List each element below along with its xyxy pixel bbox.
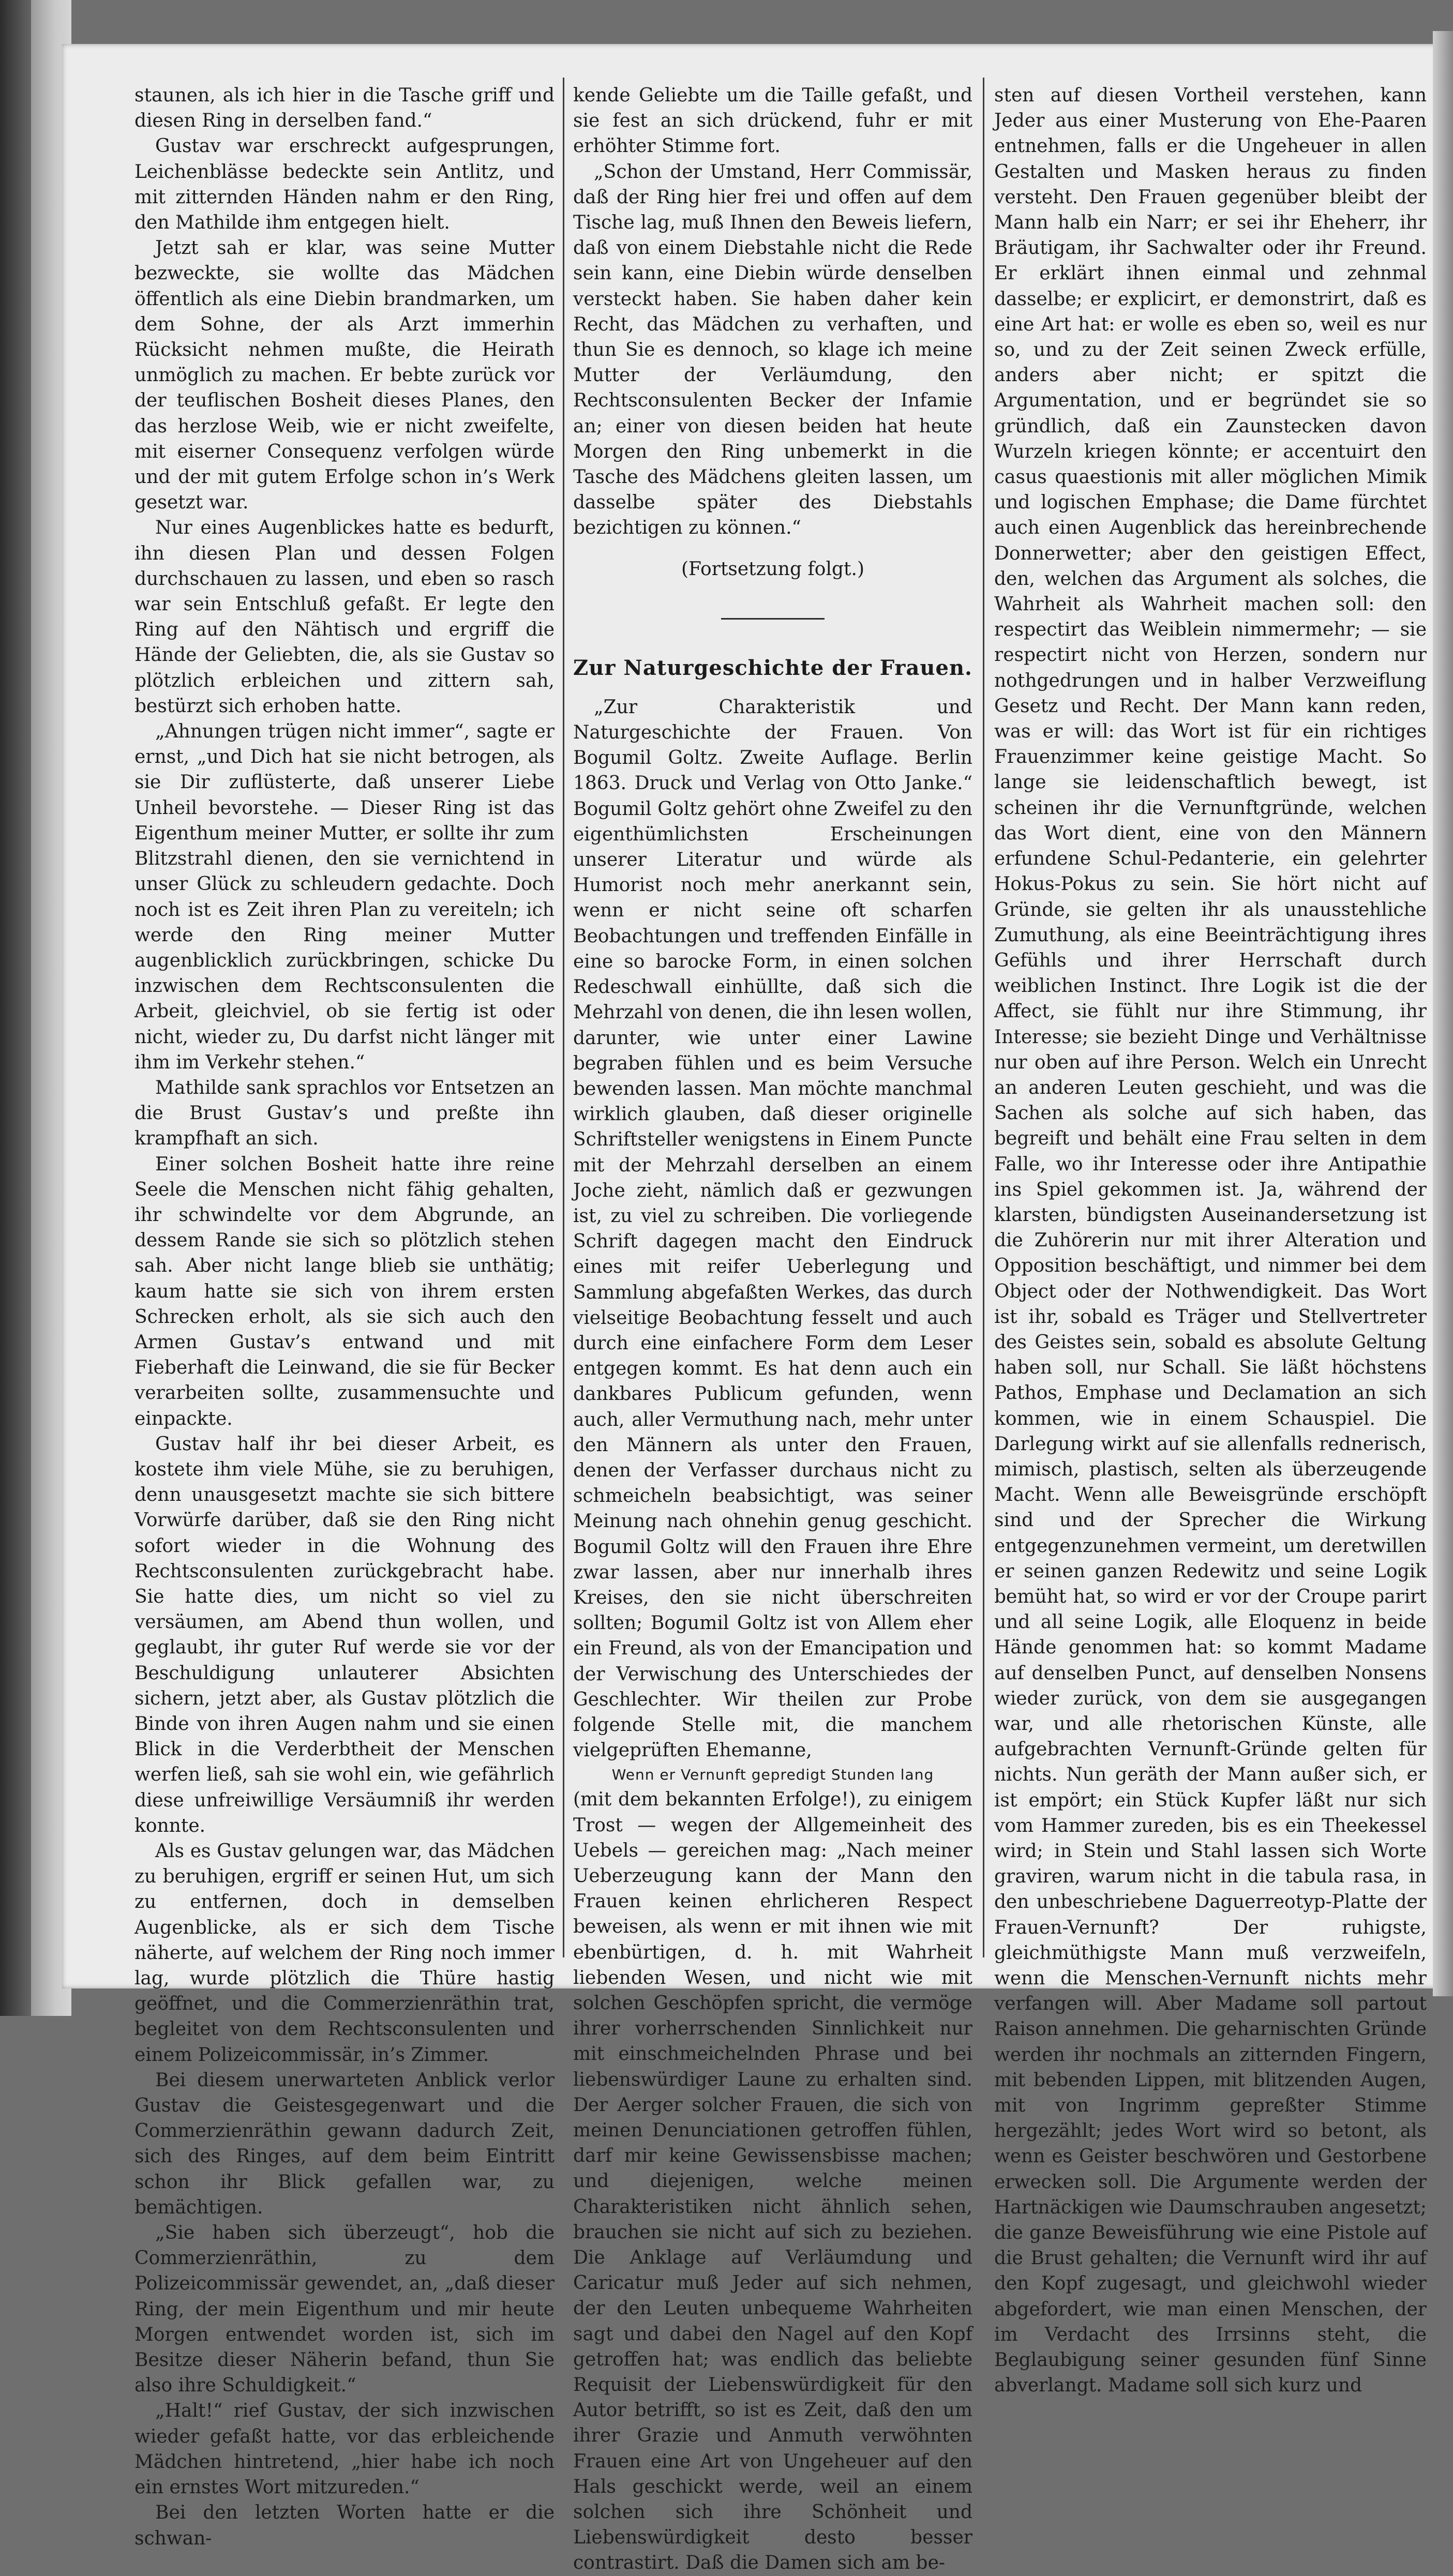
paragraph: „Schon der Umstand, Herr Commissär, daß der Ring hier frei und offen auf dem Tische lag, muß Ihnen den Beweis liefern, daß von einem Diebstahle nicht die Rede sein kann, eine Diebin würde denselben versteckt haben. Sie haben daher kein Recht, das Mädchen zu verhaften, und thun Sie es dennoch, so klage ich meine Mutter der Verläumdung, den Rechtsconsulenten Becker der Infamie an; einer von diesen beiden hat heute Morgen den Ring unbemerkt in die Tasche des Mädchens gleiten lassen, um dasselbe später des Diebstahls bezichtigen zu können.“ bbox=[573, 161, 972, 539]
paragraph: „Zur Charakteristik und Naturgeschichte der Frauen. Von Bogumil Goltz. Zweite Auflage. Berlin 1863. Druck und Verlag von Otto Janke.“ Bogumil Goltz gehört ohne Zweifel zu den eigenthümlichsten Erscheinungen unserer Literatur und würde als Humorist noch mehr anerkannt sein, wenn er nicht seine oft scharfen Beobachtungen und treffenden Einfälle in eine so barocke Form, in einen solchen Redeschwall einhüllte, daß sich die Mehrzahl von denen, die ihn lesen wollen, darunter, wie unter einer Lawine begraben fühlen und es beim Versuche bewenden lassen. Man möchte manchmal wirklich glauben, daß dieser originelle Schriftsteller wenigstens in Einem Puncte mit der Mehrzahl derselben an einem Joche zieht, nämlich daß er gezwungen ist, zu viel zu schreiben. Die vorliegende Schrift dagegen macht den Eindruck eines mit reifer Ueberlegung und Sammlung abgefaßten Werkes, das durch vielseitige Beobachtung fesselt und auch durch eine einfachere Form dem Leser entgegen kommt. Es hat denn auch ein dankbares Publicum gefunden, wenn auch, aller Vermuthung nach, mehr unter den Männern als unter den Frauen, denen der Verfasser durchaus nicht zu schmeicheln beabsichtigt, was seiner Meinung nach ohnehin genug geschicht. Bogumil Goltz will den Frauen ihre Ehre zwar lassen, aber nur innerhalb ihres Kreises, den sie nicht überschreiten sollten; Bogumil Goltz ist von Allem eher ein Freund, als von der Emancipation und der Verwischung des Unterschiedes der Geschlechter. Wir theilen zur Probe folgende Stelle mit, die manchem vielgeprüften Ehemanne, bbox=[573, 696, 972, 1761]
paragraph: Nur eines Augenblickes hatte es bedurft, ihn diesen Plan und dessen Folgen durchschauen zu lassen, und eben so rasch war sein Entschluß gefaßt. Er legte den Ring auf den Nähtisch und ergriff die Hände der Geliebten, die, als sie Gustav so plötzlich erbleichen und zittern sah, bestürzt sich erhoben hatte. bbox=[134, 517, 555, 717]
paragraph: „Sie haben sich überzeugt“, hob die Commerzienräthin, zu dem Polizeicommissär gewendet, an, „daß dieser Ring, der mein Eigenthum und mir heute Morgen entwendet worden ist, sich im Besitze dieser Näherin befand, thun Sie also ihre Schuldigkeit.“ bbox=[134, 2222, 555, 2397]
paragraph: Bei den letzten Worten hatte er die schwan- bbox=[134, 2502, 555, 2549]
paragraph: Gustav war erschreckt aufgesprungen, Leichenblässe bedeckte sein Antlitz, und mit zitternden Händen nahm er den Ring, den Mathilde ihm entgegen hielt. bbox=[134, 135, 555, 234]
paragraph: „Ahnungen trügen nicht immer“, sagte er ernst, „und Dich hat sie nicht betrogen, als sie Dir zuflüsterte, daß unserer Liebe Unheil bevorstehe. — Dieser Ring ist das Eigenthum meiner Mutter, er sollte ihr zum Blitzstrahl dienen, den sie vernichtend in unser Glück zu schleudern gedachte. Doch noch ist es Zeit ihren Plan zu vereiteln; ich werde den Ring meiner Mutter augenblicklich zurückbringen, schicke Du inzwischen dem Rechtsconsulenten die Arbeit, gleichviel, ob sie fertig ist oder nicht, wieder zu, Du darfst nicht länger mit ihm im Verkehr stehen.“ bbox=[134, 721, 555, 1073]
paragraph: Jetzt sah er klar, was seine Mutter bezweckte, sie wollte das Mädchen öffentlich als eine Diebin brandmarken, um dem Sohne, der als Arzt immerhin Rücksicht nehmen mußte, die Heirath unmöglich zu machen. Er bebte zurück vor der teuflischen Bosheit dieses Planes, den das herzlose Weib, wie er nicht zweifelte, mit eiserner Consequenz verfolgen würde und der mit gutem Erfolge schon in’s Werk gesetzt war. bbox=[134, 237, 555, 514]
paragraph: Als es Gustav gelungen war, das Mädchen zu beruhigen, ergriff er seinen Hut, um sich zu entfernen, doch in demselben Augenblicke, als er sich dem Tische näherte, auf welchem der Ring noch immer lag, wurde plötzlich die Thüre hastig geöffnet, und die Commerzienräthin trat, begleitet von dem Rechtsconsulenten und einem Polizeicommissär, in’s Zimmer. bbox=[134, 1841, 555, 2066]
continuation-note: (Fortsetzung folgt.) bbox=[681, 558, 864, 580]
text-column-3 bbox=[994, 83, 1427, 2397]
paragraph: „Halt!“ rief Gustav, der sich inzwischen wieder gefaßt hatte, vor das erbleichende Mädchen hintretend, „hier habe ich noch ein ernstes Wort mitzureden.“ bbox=[134, 2400, 555, 2498]
text-column-1 bbox=[134, 83, 555, 2549]
paragraph: kende Geliebte um die Taille gefaßt, und sie fest an sich drückend, fuhr er mit erhöhter Stimme fort. bbox=[573, 85, 972, 157]
paragraph: Gustav half ihr bei dieser Arbeit, es kostete ihm viele Mühe, sie zu beruhigen, denn unausgesetzt machte sie sich bittere Vorwürfe darüber, daß sie den Ring nicht sofort wieder in die Wohnung des Rechtsconsulenten zurückgebracht habe. Sie hatte dies, um nicht so viel zu versäumen, am Abend thun wollen, und geglaubt, ihr guter Ruf werde sie vor der Beschuldigung unlauterer Absichten sichern, jetzt aber, als Gustav plötzlich die Binde von ihren Augen nahm und sie einen Blick in die Verderbtheit der Menschen werfen ließ, sah sie wohl ein, wie gefährlich diese unfreiwillige Versäumniß ihr werden konnte. bbox=[134, 1433, 555, 1836]
column-rule-left bbox=[563, 78, 564, 1957]
section-divider bbox=[721, 618, 825, 620]
column-rule-right bbox=[983, 78, 984, 1957]
paragraph: Mathilde sank sprachlos vor Entsetzen an die Brust Gustav’s und preßte ihn krampfhaft an sich. bbox=[134, 1077, 555, 1150]
right-page-edge bbox=[1433, 31, 1453, 1996]
paragraph: Einer solchen Bosheit hatte ihre reine Seele die Menschen nicht fähig gehalten, ihr schwindelte vor dem Abgrunde, an dessem Rande sie sich so plötzlich stehen sah. Aber nicht lange blieb sie unthätig; kaum hatte sie sich von ihrem ersten Schrecken erholt, als sie sich auch den Armen Gustav’s entwand und mit Fieberhaft die Leinwand, die sie für Becker verarbeiten sollte, zusammensuchte und einpackte. bbox=[134, 1153, 555, 1429]
paragraph: (mit dem bekannten Erfolge!), zu einigem Trost — wegen der Allgemeinheit des Uebels — gereichen mag: „Nach meiner Ueberzeugung kann der Mann den Frauen keinen ehrlicheren Respect beweisen, als wenn er mit ihnen wie mit ebenbürtigen, d. h. mit Wahrheit liebenden Wesen, und nicht wie mit solchen Geschöpfen spricht, die vermöge ihrer vorherrschenden Sinnlichkeit nur mit einschmeichelnden Phrase und bei liebenswürdiger Laune zu erhalten sind. Der Aerger solcher Frauen, die sich von meinen Denunciationen getroffen fühlen, darf mir keine Gewissensbisse machen; und diejenigen, welche meinen Charakteristiken nicht ähnlich sehen, brauchen sie nicht auf sich zu beziehen. Die Anklage auf Verläumdung und Caricatur muß Jeder auf sich nehmen, der den Leuten unbequeme Wahrheiten sagt und dabei den Nagel auf den Kopf getroffen hat; was endlich das beliebte Requisit der Liebenswürdigkeit für den Autor betrifft, so ist es Zeit, daß den um ihrer Grazie und Anmuth verwöhnten Frauen eine Art von Ungeheuer auf den Hals geschickt werde, weil an einem solchen sich ihre Schönheit und Liebenswürdigkeit desto besser contrastirt. Daß die Damen sich am be- bbox=[573, 1789, 972, 2574]
quoted-verse-line: Wenn er Vernunft gepredigt Stunden lang bbox=[611, 1766, 934, 1784]
paragraph: sten auf diesen Vortheil verstehen, kann Jeder aus einer Musterung von Ehe-Paaren entnehmen, falls er die Ungeheuer in allen Gestalten und Masken heraus zu finden versteht. Den Frauen gegenüber bleibt der Mann halb ein Narr; er sei ihr Eheherr, ihr Bräutigam, ihr Sachwalter oder ihr Freund. Er erklärt ihnen einmal und zehnmal dasselbe; er explicirt, er demonstrirt, daß es eine Art hat: er wolle es eben so, weil es nur so, und zu der Zeit seinen Zweck erfülle, anders aber nicht; er spitzt die Argumentation, und er begründet sie so gründlich, daß ein Zaunstecken davon Wurzeln kriegen könnte; er accentuirt den casus quaestionis mit aller möglichen Mimik und logischen Emphase; die Dame fürchtet auch einen Augenblick das hereinbrechende Donnerwetter; aber den geistigen Effect, den, welchen das Argument als solches, die Wahrheit als Wahrheit machen soll: den respectirt das Weiblein nimmermehr; — sie respectirt nicht von Herzen, sondern nur nothgedrungen und in halber Verzweiflung Gesetz und Recht. Der Mann kann reden, was er will: das Wort ist für ein richtiges Frauenzimmer keine geistige Macht. So lange sie leidenschaftlich bewegt, ist scheinen ihr die Vernunftgründe, welchen das Wort dient, eine von den Männern erfundene Schul-Pedanterie, ein gelehrter Hokus-Pokus zu sein. Sie hört nicht auf Gründe, sie gelten ihr als unausstehliche Zumuthung, als eine Beeinträchtigung ihres Gefühls und ihrer Herrschaft durch weiblichen Instinct. Ihre Logik ist die der Affect, sie fühlt nur ihre Stimmung, ihr Interesse; sie bezieht Dinge und Verhältnisse nur oben auf ihre Person. Welch ein Unrecht an anderen Leuten geschieht, und was die Sachen als solche auf sich haben, das begreift und behält eine Frau selten in dem Falle, wo ihr Interesse oder ihre Antipathie ins Spiel gekommen ist. Ja, während der klarsten, bündigsten Auseinandersetzung ist die Zuhörerin nur mit ihrer Alteration und Opposition beschäftigt, und nimmer bei dem Object oder der Nothwendigkeit. Das Wort ist ihr, sobald es Träger und Stellvertreter des Geistes sein, sobald es absolute Geltung haben soll, nur Schall. Sie läßt höchstens Pathos, Emphase und Declamation an sich kommen, wie in einem Schauspiel. Die Darlegung wirkt auf sie allenfalls rednerisch, mimisch, plastisch, selten als überzeugende Macht. Wenn alle Beweisgründe erschöpft sind und der Sprecher die Wirkung entgegenzunehmen vermeint, um deretwillen er seinen ganzen Redewitz und seine Logik bemüht hat, so wird er vor der Croupe parirt und all seine Logik, alle Eloquenz in beide Hände genommen hat: so kommt Madame auf denselben Punct, auf denselben Nonsens wieder zurück, von dem sie ausgegangen war, und alle rhetorischen Künste, alle aufgebrachten Vernunft-Gründe gelten für nichts. Nun geräth der Mann außer sich, er ist empört; ein Stück Kupfer läßt nur sich vom Hammer zureden, bis es ein Theekessel wird; in Stein und Stahl lassen sich Worte graviren, warum nicht in die tabula rasa, in den unbeschriebene Daguerreotyp-Platte der Frauen-Vernunft? Der ruhigste, gleichmüthigste Mann muß verzweifeln, wenn die Menschen-Vernunft nichts mehr verfangen will. Aber Madame soll partout Raison annehmen. Die geharnischten Gründe werden ihr nochmals an zitternden Fingern, mit bebenden Lippen, mit blitzenden Augen, mit von Ingrimm gepreßter Stimme hergezählt; jedes Wort wird so betont, als wenn es Geister beschwören und Gestorbene erwecken soll. Die Argumente werden der Hartnäckigen wie Daumschrauben angesetzt; die ganze Beweisführung wie eine Pistole auf die Brust gehalten; die Vernunft wird ihr auf den Kopf zugesagt, und gleichwohl wieder abgefordert, wie man einen Menschen, der im Verdacht des Irrsinns steht, die Beglaubigung seiner gesunden fünf Sinne abverlangt. Madame soll sich kurz und bbox=[994, 85, 1427, 2397]
paragraph: staunen, als ich hier in die Tasche griff und diesen Ring in derselben fand.“ bbox=[134, 85, 555, 132]
text-column-2 bbox=[573, 83, 972, 2574]
article-heading: Zur Naturgeschichte der Frauen. bbox=[573, 655, 972, 680]
paragraph: Bei diesem unerwarteten Anblick verlor Gustav die Geistesgegenwart und die Commerzienräthin gewann dadurch Zeit, sich des Ringes, auf dem beim Eintritt schon ihr Blick gefallen war, zu bemächtigen. bbox=[134, 2069, 555, 2218]
